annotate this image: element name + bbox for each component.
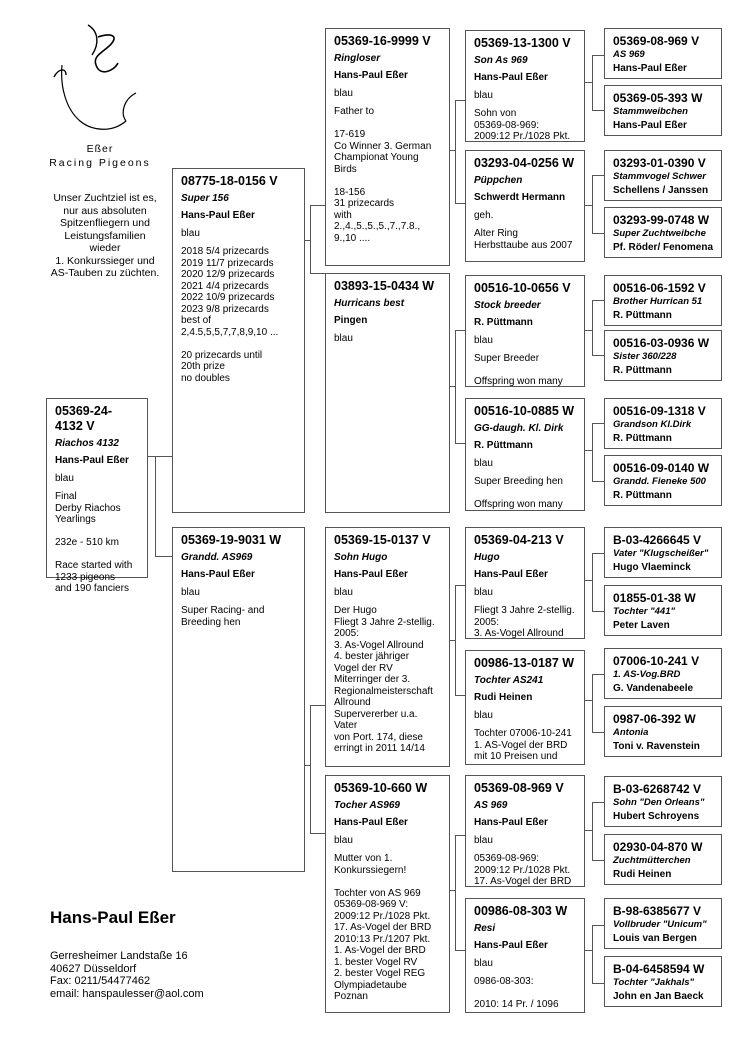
pigeon-name: GG-daugh. Kl. Dirk — [474, 423, 564, 434]
owner-name: Hugo Vlaeminck — [613, 562, 691, 573]
gen5-card — [604, 898, 722, 949]
pigeon-info: Final Derby Riachos Yearlings 232e - 510 km Race started with 1233 pigeons and 190 fanciers — [55, 491, 133, 594]
owner-name: Schwerdt Hermann — [474, 192, 566, 203]
pigeon-info: 0986-08-303: 2010: 14 Pr. / 1096 — [474, 976, 559, 1010]
gen5-card — [604, 834, 722, 885]
owner-name: Hubert Schroyens — [613, 811, 700, 822]
pigeon-color: blau — [474, 458, 493, 469]
pigeon-name: Stammweibchen — [613, 106, 688, 117]
ring-number: 05369-05-393 W — [613, 91, 703, 105]
pigeon-color: blau — [334, 88, 353, 99]
pigeon-info: Super Breeder Offspring won many — [474, 353, 563, 387]
owner-name: Hans-Paul Eßer — [181, 210, 255, 221]
pigeon-color: blau — [474, 835, 493, 846]
owner-name: Rudi Heinen — [474, 692, 533, 703]
logo-subtitle: Racing Pigeons — [49, 157, 151, 169]
ring-number: 05369-16-9999 V — [334, 34, 431, 48]
owner-name: Louis van Bergen — [613, 933, 697, 944]
ring-number: 08775-18-0156 V — [181, 174, 278, 188]
ring-number: 05369-24-4132 V — [55, 404, 112, 433]
pigeon-color: blau — [181, 587, 200, 598]
ring-number: 00986-08-303 W — [474, 904, 568, 918]
ring-number: 05369-08-969 V — [613, 34, 700, 48]
subject-pigeon-card — [46, 398, 148, 594]
pigeon-info: Der Hugo Fliegt 3 Jahre 2-stellig. 2005: 3. As-Vogel Allround 4. bester jähriger Vogel der RV Miterringer der 3. Regionalmeisterschaft Allround Supervererber u.a. Vater von Port. 174, diese erringt in 2011 14/14 — [334, 605, 435, 754]
gen5-card — [604, 28, 722, 79]
owner-name: R. Püttmann — [613, 310, 672, 321]
pigeon-name: Hurricans best — [334, 298, 405, 309]
ring-number: 02930-04-870 W — [613, 840, 703, 854]
gen5-card — [604, 275, 722, 326]
gen5-card — [604, 648, 722, 699]
owner-name: Peter Laven — [613, 620, 670, 631]
pigeon-color: geh. — [474, 210, 494, 221]
pigeon-color: blau — [474, 958, 493, 969]
pigeon-name: Vollbruder "Unicum" — [613, 919, 707, 930]
pigeon-name: Püppchen — [474, 175, 523, 186]
pigeon-name: Super Zuchtweibche — [613, 228, 706, 239]
pigeon-info: 2018 5/4 prizecards 2019 11/7 prizecards 2020 12/9 prizecards 2021 4/4 prizecards 2022 10/9 prizecards 2023 9/8 prizecards best of 2,4.5,5,5,7,7,8,9,10 ... 20 prizecards until 20th prize no doubles — [181, 246, 279, 384]
pigeon-name: Sohn Hugo — [334, 552, 388, 563]
ring-number: 00986-13-0187 W — [474, 656, 575, 670]
owner-name: Hans-Paul Eßer — [613, 63, 687, 74]
owner-name: John en Jan Baeck — [613, 991, 704, 1002]
owner-name: G. Vandenabeele — [613, 683, 694, 694]
pigeon-name: Riachos 4132 — [55, 438, 119, 449]
pigeon-name: Tochter AS241 — [474, 675, 544, 686]
gen4-card-ssd — [465, 150, 585, 262]
ring-number: 05369-19-9031 W — [181, 533, 282, 547]
owner-name: Hans-Paul Eßer — [474, 817, 548, 828]
pigeon-name: Super 156 — [181, 193, 229, 204]
pigeon-name: Tocher AS969 — [334, 800, 400, 811]
owner-name: Pingen — [334, 315, 368, 326]
owner-name: Hans-Paul Eßer — [613, 120, 687, 131]
pigeon-info: Alter Ring Herbsttaube aus 2007 — [474, 228, 573, 251]
sire-dam-card — [325, 273, 450, 513]
ring-number: 00516-09-1318 V — [613, 404, 706, 418]
ring-number: 01855-01-38 W — [613, 591, 696, 605]
gen5-card — [604, 455, 722, 506]
ring-number: 05369-13-1300 V — [474, 36, 571, 50]
ring-number: 05369-08-969 V — [474, 781, 564, 795]
owner-name: Hans-Paul Eßer — [334, 569, 408, 580]
contact-name: Hans-Paul Eßer — [50, 908, 176, 927]
pigeon-info: 05369-08-969: 2009:12 Pr./1028 Pkt. 17. As-Vogel der BRD — [474, 853, 572, 887]
sire-card — [172, 168, 305, 513]
ring-number: 03893-15-0434 W — [334, 279, 435, 293]
pigeon-color: blau — [334, 333, 353, 344]
ring-number: 03293-99-0748 W — [613, 213, 710, 227]
pigeon-name: Zuchtmütterchen — [613, 855, 691, 866]
ring-number: B-03-4266645 V — [613, 533, 702, 547]
pigeon-name: Grandson Kl.Dirk — [613, 419, 692, 430]
gen4-card-sds — [465, 275, 585, 387]
gen5-card — [604, 398, 722, 449]
gen5-card — [604, 527, 722, 578]
pigeon-color: blau — [474, 335, 493, 346]
pigeon-name: Grandd. AS969 — [181, 552, 253, 563]
ring-number: 00516-09-0140 W — [613, 461, 710, 475]
gen5-card — [604, 776, 722, 827]
gen5-card — [604, 207, 722, 258]
ring-number: 03293-01-0390 V — [613, 156, 706, 170]
gen5-card — [604, 150, 722, 201]
ring-number: 05369-10-660 W — [334, 781, 428, 795]
ring-number: B-98-6385677 V — [613, 904, 702, 918]
owner-name: Toni v. Ravenstein — [613, 741, 700, 752]
gen5-card — [604, 956, 722, 1007]
ring-number: 07006-10-241 V — [613, 654, 700, 668]
pigeon-name: Antonia — [613, 727, 649, 738]
owner-name: Hans-Paul Eßer — [474, 940, 548, 951]
owner-name: Hans-Paul Eßer — [474, 569, 548, 580]
pigeon-info: Sohn von 05369-08-969: 2009:12 Pr./1028 Pkt. — [474, 108, 571, 142]
pigeon-name: Resi — [474, 923, 496, 934]
ring-number: 00516-03-0936 W — [613, 336, 710, 350]
gen5-card — [604, 330, 722, 381]
pigeon-color: blau — [55, 473, 74, 484]
gen4-card-dds — [465, 775, 585, 887]
ring-number: 03293-04-0256 W — [474, 156, 575, 170]
gen4-card-ddd — [465, 898, 585, 1013]
contact-address: Gerresheimer Landstaße 16 40627 Düsseldorf Fax: 0211/54477462 email: hanspaulesser@aol.com — [50, 950, 204, 1000]
pigeon-info: Super Breeding hen Offspring won many — [474, 476, 563, 510]
gen4-card-dsd — [465, 650, 585, 765]
gen4-card-dss — [465, 527, 585, 639]
pigeon-info: Super Racing- and Breeding hen — [181, 605, 265, 628]
pigeon-info: Father to 17-619 Co Winner 3. German Championat Young Birds 18-156 31 prizecards with 2.,4.,5.,5.,5.,7.,7.8., 9.,10 .... — [334, 106, 432, 244]
owner-name: R. Püttmann — [613, 433, 672, 444]
dam-dam-card — [325, 775, 450, 1013]
pigeon-name: Tochter "Jakhals" — [613, 977, 694, 988]
ring-number: B-03-6268742 V — [613, 782, 702, 796]
owner-name: Hans-Paul Eßer — [334, 817, 408, 828]
pigeon-name: Stammvogel Schwer — [613, 171, 706, 182]
gen5-card — [604, 85, 722, 136]
ring-number: B-04-6458594 W — [613, 962, 705, 976]
ring-number: 0987-06-392 W — [613, 712, 696, 726]
pigeon-color: blau — [334, 587, 353, 598]
breeding-goal-text: Unser Zuchtziel ist es, nur aus absoluten Spitzenfliegern und Leistungsfamilien wieder 1. Konkurssieger und AS-Tauben zu züchten. — [50, 192, 160, 279]
sire-sire-card — [325, 28, 450, 266]
pigeon-name: Grandd. Fieneke 500 — [613, 476, 706, 487]
pigeon-name: Sohn "Den Orleans" — [613, 797, 705, 808]
pigeon-name: 1. AS-Vog.BRD — [613, 669, 681, 680]
ring-number: 00516-10-0885 W — [474, 404, 575, 418]
owner-name: R. Püttmann — [474, 440, 533, 451]
owner-name: Schellens / Janssen — [613, 185, 709, 196]
pigeon-color: blau — [474, 587, 493, 598]
owner-name: Hans-Paul Eßer — [55, 455, 129, 466]
pigeon-color: blau — [474, 710, 493, 721]
logo-name: Eßer — [86, 143, 114, 155]
owner-name: Hans-Paul Eßer — [334, 70, 408, 81]
dam-card — [172, 527, 305, 872]
pigeon-name: Brother Hurrican 51 — [613, 296, 703, 307]
pigeon-name: Tochter "441" — [613, 606, 675, 617]
owner-name: R. Püttmann — [613, 490, 672, 501]
pigeon-name: AS 969 — [613, 49, 645, 60]
pigeon-name: Hugo — [474, 552, 500, 563]
pigeon-color: blau — [474, 90, 493, 101]
owner-name: Hans-Paul Eßer — [181, 569, 255, 580]
pigeon-name: Vater "Klugscheißer" — [613, 548, 709, 559]
dam-sire-card — [325, 527, 450, 767]
pigeon-info: Tochter 07006-10-241 1. AS-Vogel der BRD mit 10 Preisen und — [474, 728, 572, 762]
pigeon-name: Son As 969 — [474, 55, 528, 66]
owner-name: Hans-Paul Eßer — [474, 72, 548, 83]
gen5-card — [604, 706, 722, 757]
gen4-card-sss — [465, 30, 585, 142]
ring-number: 05369-04-213 V — [474, 533, 564, 547]
pigeon-name: Sister 360/228 — [613, 351, 677, 362]
pigeon-logo-icon — [40, 25, 160, 140]
pigeon-name: AS 969 — [474, 800, 508, 811]
pigeon-color: blau — [334, 835, 353, 846]
gen5-card — [604, 585, 722, 636]
ring-number: 05369-15-0137 V — [334, 533, 431, 547]
owner-name: Rudi Heinen — [613, 869, 672, 880]
pigeon-info: Mutter von 1. Konkurssiegern! Tochter von AS 969 05369-08-969 V: 2009:12 Pr./1028 Pkt. 17. As-Vogel der BRD 2010:13 Pr./1207 Pkt. 1. As-Vogel der BRD 1. bester Vogel RV 2. bester Vogel REG Olympiadetaube Poznan — [334, 853, 432, 1002]
owner-name: R. Püttmann — [613, 365, 672, 376]
ring-number: 00516-10-0656 V — [474, 281, 571, 295]
pigeon-info: Fliegt 3 Jahre 2-stellig. 2005: 3. As-Vogel Allround — [474, 605, 575, 639]
pigeon-name: Stock breeder — [474, 300, 541, 311]
owner-name: R. Püttmann — [474, 317, 533, 328]
gen4-card-sdd — [465, 398, 585, 511]
owner-name: Pf. Röder/ Fenomena — [613, 242, 714, 253]
ring-number: 00516-06-1592 V — [613, 281, 706, 295]
pigeon-name: Ringloser — [334, 53, 381, 64]
pigeon-color: blau — [181, 228, 200, 239]
